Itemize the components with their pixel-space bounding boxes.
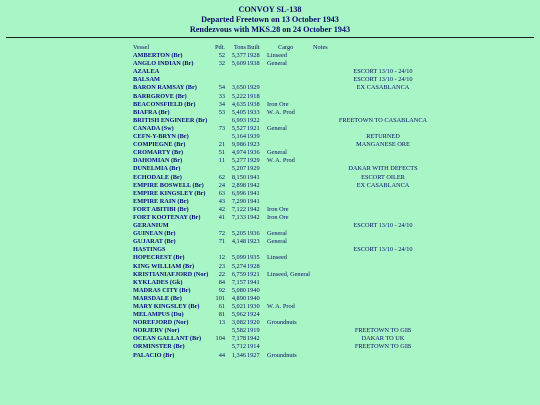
column-header-vessel: Vessel — [133, 44, 150, 51]
pdt-cell: 72 — [218, 230, 225, 238]
vessel-name-link[interactable]: DUNELMIA (Br) — [133, 165, 181, 173]
cargo-cell: Iron Ore — [267, 213, 289, 221]
vessel-name-link[interactable]: CROMARTY (Br) — [133, 149, 184, 157]
built-cell: 1929 — [247, 84, 260, 92]
notes-cell: ESCORT 13/10 - 24/10 — [353, 222, 413, 230]
table-row — [133, 198, 533, 206]
pdt-cell: 63 — [218, 189, 225, 197]
pdt-cell: 62 — [218, 173, 225, 181]
table-header-row — [133, 44, 533, 52]
cargo-cell: Linseed — [267, 52, 287, 60]
tons-cell: 6,759 — [231, 270, 246, 278]
built-cell: 1942 — [247, 181, 260, 189]
built-cell: 1922 — [247, 116, 260, 124]
table-row — [133, 157, 533, 165]
vessel-name-link[interactable]: MARSDALE (Br) — [133, 294, 182, 302]
built-cell: 1940 — [247, 286, 260, 294]
tons-cell: 9,986 — [231, 141, 246, 149]
table-row — [133, 214, 533, 222]
pdt-cell: 104 — [215, 335, 225, 343]
built-cell: 1923 — [247, 238, 260, 246]
table-row — [133, 125, 533, 133]
table-body — [133, 52, 533, 360]
cargo-cell: W. A. Prod — [267, 108, 295, 116]
cargo-cell: Linseed, General — [267, 270, 311, 278]
pdt-cell: 44 — [218, 351, 225, 359]
table-row — [133, 335, 533, 343]
tons-cell: 3,082 — [231, 319, 246, 327]
vessel-name-link[interactable]: COMPIEGNE (Br) — [133, 141, 186, 149]
cargo-cell: Iron Ore — [267, 205, 289, 213]
pdt-cell: 22 — [218, 270, 225, 278]
table-row — [133, 182, 533, 190]
vessel-name-link[interactable]: BARRGROVE (Br) — [133, 92, 187, 100]
vessel-name-link[interactable]: FORT ABITIBI (Br) — [133, 205, 189, 213]
column-header-cargo: Cargo — [278, 44, 294, 51]
pdt-cell: 84 — [218, 278, 225, 286]
table-row — [133, 52, 533, 60]
vessel-name-link[interactable]: MADRAS CITY (Br) — [133, 286, 191, 294]
built-cell: 1942 — [247, 205, 260, 213]
table-row — [133, 246, 533, 254]
built-cell: 1941 — [247, 197, 260, 205]
vessel-name-link[interactable]: GUINEAN (Br) — [133, 230, 176, 238]
vessel-name-link[interactable]: DAHOMIAN (Br) — [133, 157, 183, 165]
tons-cell: 5,962 — [231, 311, 246, 319]
notes-cell: FREETOWN TO GIB — [354, 327, 412, 335]
notes-cell: ESCORT 13/10 - 24/10 — [353, 246, 413, 254]
pdt-cell: 11 — [218, 157, 225, 165]
vessel-name-link[interactable]: NORJERV (Nor) — [133, 327, 180, 335]
pdt-cell: 61 — [218, 303, 225, 310]
table-row — [133, 117, 533, 125]
vessel-name-link[interactable]: PALACIO (Br) — [133, 351, 175, 359]
table-row — [133, 303, 533, 311]
table-row — [133, 174, 533, 182]
tons-cell: 7,157 — [231, 278, 246, 286]
table-row — [133, 149, 533, 157]
tons-cell: 5,377 — [231, 52, 246, 60]
tons-cell: 5,274 — [231, 262, 246, 270]
cargo-cell: Groundnuts — [267, 319, 297, 327]
table-row — [133, 133, 533, 141]
built-cell: 1941 — [247, 189, 260, 197]
convoy-header — [0, 5, 540, 35]
built-cell: 1928 — [247, 52, 260, 60]
table-row — [133, 263, 533, 271]
notes-cell: MANGANESE ORE — [356, 141, 410, 149]
tons-cell: 5,164 — [231, 133, 246, 141]
built-cell: 1936 — [247, 149, 260, 157]
tons-cell: 5,080 — [231, 286, 246, 294]
built-cell: 1921 — [247, 124, 260, 132]
vessel-name-link[interactable]: OCEAN GALLANT (Br) — [133, 335, 202, 343]
built-cell: 1942 — [247, 335, 260, 343]
vessel-name-link[interactable]: ECHODALE (Br) — [133, 173, 182, 181]
tons-cell: 5,712 — [231, 343, 246, 351]
table-row — [133, 295, 533, 303]
pdt-cell: 71 — [218, 238, 225, 246]
tons-cell: 5,405 — [231, 108, 246, 116]
rendezvous-line: Rendezvous with MKS.28 on 24 October 1943 — [189, 25, 351, 34]
vessel-name-link[interactable]: BARON RAMSAY (Br) — [133, 84, 197, 92]
tons-cell: 5,582 — [231, 327, 246, 335]
vessel-name-link[interactable]: CEFN-Y-BRYN (Br) — [133, 133, 189, 141]
notes-cell: FREETOWN TO CASABLANCA — [338, 116, 428, 124]
tons-cell: 1,346 — [231, 351, 246, 359]
table-row — [133, 84, 533, 92]
vessel-name-link[interactable]: BEACONSFIELD (Br) — [133, 100, 196, 108]
table-row — [133, 190, 533, 198]
built-cell: 1938 — [247, 100, 260, 108]
table-row — [133, 60, 533, 68]
table-row — [133, 222, 533, 230]
table-row — [133, 238, 533, 246]
cargo-cell: General — [267, 149, 287, 157]
built-cell: 1933 — [247, 108, 260, 116]
vessel-name-link[interactable]: GUJARAT (Br) — [133, 238, 176, 246]
tons-cell: 5,527 — [231, 124, 246, 132]
built-cell: 1919 — [247, 327, 260, 335]
header-divider — [6, 37, 534, 38]
cargo-cell: General — [267, 238, 287, 246]
built-cell: 1923 — [247, 141, 260, 149]
table-row — [133, 76, 533, 84]
column-header-notes: Notes — [313, 44, 328, 51]
pdt-cell: 53 — [218, 108, 225, 116]
cargo-cell: General — [267, 60, 287, 68]
notes-cell: RETURNED — [366, 133, 400, 141]
notes-cell: DAKAR TO UK — [361, 335, 405, 343]
built-cell: 1940 — [247, 294, 260, 302]
built-cell: 1914 — [247, 343, 260, 351]
table-row — [133, 327, 533, 335]
pdt-cell: 54 — [218, 84, 225, 92]
vessel-name-link[interactable]: BIAFRA (Br) — [133, 108, 170, 116]
table-row — [133, 271, 533, 279]
pdt-cell: 34 — [218, 100, 225, 108]
table-row — [133, 254, 533, 262]
column-header-pdt: Pdt. — [215, 44, 225, 51]
pdt-cell: 23 — [218, 262, 225, 270]
cargo-cell: W. A. Prod — [267, 303, 295, 310]
column-header-built: Built — [247, 44, 260, 51]
built-cell: 1942 — [247, 213, 260, 221]
table-row — [133, 311, 533, 319]
notes-cell: DAKAR WITH DEFECTS — [348, 165, 418, 173]
built-cell: 1918 — [247, 92, 260, 100]
table-row — [133, 165, 533, 173]
vessel-name-link[interactable]: ORMINSTER (Br) — [133, 343, 185, 351]
vessel-name-link[interactable]: BALSAM — [133, 76, 160, 84]
convoy-title: CONVOY SL-138 — [238, 5, 302, 14]
built-cell: 1920 — [247, 319, 260, 327]
tons-cell: 5,609 — [231, 60, 246, 68]
tons-cell: 4,148 — [231, 238, 246, 246]
cargo-cell: General — [267, 230, 287, 238]
vessel-name-link[interactable]: CANADA (Sw) — [133, 124, 174, 132]
table-row — [133, 68, 533, 76]
tons-cell: 5,207 — [231, 165, 246, 173]
notes-cell: EX CASABLANCA — [356, 84, 410, 92]
built-cell: 1927 — [247, 351, 260, 359]
built-cell: 1936 — [247, 230, 260, 238]
built-cell: 1938 — [247, 60, 260, 68]
vessel-name-link[interactable]: EMPIRE BOSWELL (Br) — [133, 181, 204, 189]
built-cell: 1935 — [247, 254, 260, 262]
table-row — [133, 206, 533, 214]
table-row — [133, 93, 533, 101]
table-row — [133, 343, 533, 351]
tons-cell: 6,996 — [231, 189, 246, 197]
tons-cell: 7,122 — [231, 205, 246, 213]
table-row — [133, 287, 533, 295]
vessel-name-link[interactable]: AZALEA — [133, 68, 160, 76]
cargo-cell: W. A. Prod — [267, 157, 295, 165]
notes-cell: FREETOWN TO GIB — [354, 343, 412, 351]
tons-cell: 8,150 — [231, 173, 246, 181]
pdt-cell: 13 — [218, 319, 225, 327]
pdt-cell: 73 — [218, 124, 225, 132]
vessel-name-link[interactable]: EMPIRE RAIN (Br) — [133, 197, 189, 205]
pdt-cell: 32 — [218, 60, 225, 68]
pdt-cell: 41 — [218, 213, 225, 221]
vessel-name-link[interactable]: GERANIUM — [133, 222, 169, 230]
vessel-name-link[interactable]: ANGLO INDIAN (Br) — [133, 60, 194, 68]
notes-cell: ESCORT 13/10 - 24/10 — [353, 76, 413, 84]
pdt-cell: 101 — [215, 294, 225, 302]
pdt-cell: 21 — [218, 141, 225, 149]
tons-cell: 4,890 — [231, 294, 246, 302]
table-row — [133, 352, 533, 360]
notes-cell: ESCORT 13/10 - 24/10 — [353, 68, 413, 76]
table-row — [133, 230, 533, 238]
notes-cell: EX CASABLANCA — [356, 181, 410, 189]
cargo-cell: Linseed — [267, 254, 287, 262]
vessel-name-link[interactable]: NOREFJORD (Nor) — [133, 319, 189, 327]
vessel-name-link[interactable]: HASTINGS — [133, 246, 166, 254]
table-row — [133, 319, 533, 327]
cargo-cell: Iron Ore — [267, 100, 289, 108]
built-cell: 1930 — [247, 303, 260, 310]
built-cell: 1939 — [247, 133, 260, 141]
cargo-cell: Groundnuts — [267, 351, 297, 359]
vessel-name-link[interactable]: HOPECREST (Br) — [133, 254, 185, 262]
vessel-name-link[interactable]: KYKLADES (Gk) — [133, 278, 183, 286]
vessel-name-link[interactable]: AMBERTON (Br) — [133, 52, 183, 60]
tons-cell: 4,974 — [231, 149, 246, 157]
notes-cell: ESCORT OILER — [361, 173, 405, 181]
tons-cell: 5,222 — [231, 92, 246, 100]
column-header-tons: Tons — [233, 44, 246, 51]
table-row — [133, 141, 533, 149]
pdt-cell: 92 — [218, 286, 225, 294]
vessel-name-link[interactable]: EMPIRE KINGSLEY (Br) — [133, 189, 206, 197]
cargo-cell: General — [267, 124, 287, 132]
built-cell: 1941 — [247, 173, 260, 181]
vessel-name-link[interactable]: MELAMPUS (Du) — [133, 311, 184, 319]
pdt-cell: 43 — [218, 197, 225, 205]
tons-cell: 6,993 — [231, 116, 246, 124]
pdt-cell: 81 — [218, 311, 225, 319]
tons-cell: 5,021 — [231, 303, 246, 310]
table-row — [133, 279, 533, 287]
pdt-cell: 52 — [218, 52, 225, 60]
built-cell: 1921 — [247, 270, 260, 278]
tons-cell: 3,650 — [231, 84, 246, 92]
tons-cell: 7,290 — [231, 197, 246, 205]
built-cell: 1929 — [247, 157, 260, 165]
pdt-cell: 42 — [218, 205, 225, 213]
built-cell: 1924 — [247, 311, 260, 319]
pdt-cell: 12 — [218, 254, 225, 262]
table-row — [133, 101, 533, 109]
vessel-name-link[interactable]: MARY KINGSLEY (Br) — [133, 303, 200, 310]
built-cell: 1929 — [247, 165, 260, 173]
vessel-name-link[interactable]: FORT KOOTENAY (Br) — [133, 213, 201, 221]
tons-cell: 5,099 — [231, 254, 246, 262]
tons-cell: 5,205 — [231, 230, 246, 238]
pdt-cell: 33 — [218, 92, 225, 100]
pdt-cell: 24 — [218, 181, 225, 189]
vessel-name-link[interactable]: KING WILLIAM (Br) — [133, 262, 195, 270]
pdt-cell: 51 — [218, 149, 225, 157]
built-cell: 1928 — [247, 262, 260, 270]
tons-cell: 7,133 — [231, 213, 246, 221]
vessel-name-link[interactable]: BRITISH ENGINEER (Br) — [133, 116, 208, 124]
vessel-table — [133, 44, 533, 360]
tons-cell: 2,898 — [231, 181, 246, 189]
vessel-name-link[interactable]: KRISTIANIAFJORD (Nor) — [133, 270, 209, 278]
departure-line: Departed Freetown on 13 October 1943 — [201, 15, 339, 24]
tons-cell: 5,277 — [231, 157, 246, 165]
tons-cell: 7,178 — [231, 335, 246, 343]
table-row — [133, 109, 533, 117]
built-cell: 1941 — [247, 278, 260, 286]
tons-cell: 4,635 — [231, 100, 246, 108]
